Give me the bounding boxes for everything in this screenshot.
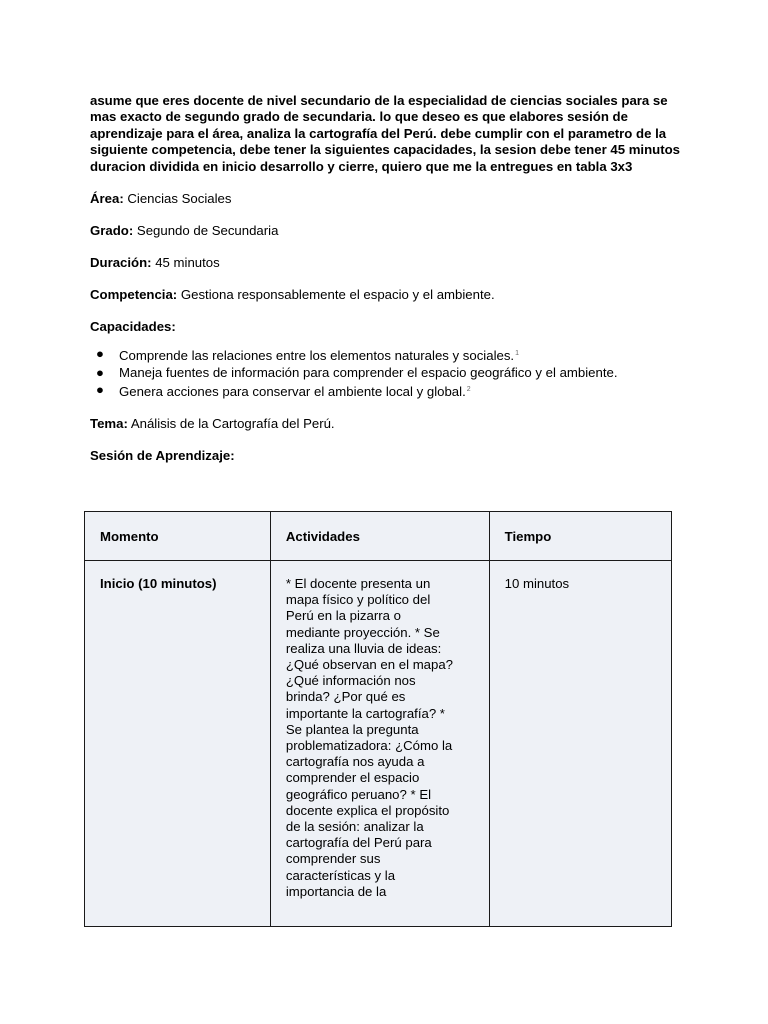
capacidad-text: Maneja fuentes de información para comprender el espacio geográfico y el ambiente. (119, 365, 618, 381)
field-duracion-value: 45 minutos (155, 255, 220, 271)
field-area-value: Ciencias Sociales (127, 191, 232, 207)
capacidad-text: Comprende las relaciones entre los elementos naturales y sociales. (119, 348, 515, 364)
session-table (84, 511, 672, 927)
field-competencia-value: Gestiona responsablemente el espacio y el ambiente. (180, 287, 495, 303)
capacidad-text: Genera acciones para conservar el ambiente local y global. (119, 384, 466, 400)
field-grado-label: Grado: (90, 223, 134, 239)
field-grado-value: Segundo de Secundaria (136, 223, 279, 239)
bullet-icon: ● (96, 346, 104, 362)
bullet-icon: ● (96, 382, 104, 398)
actividades-text: * El docente presenta un mapa físico y político del Perú en la pizarra o mediante proyección. * Se realiza una lluvia de ideas: ¿Qué observan en el mapa? ¿Qué información nos brinda? ¿Por qué es importante la cartografía? * Se plantea la pregunta problematizadora: ¿Cómo la cartografía nos ayuda a comprender el espacio geográfico peruano? * El docente explica el propósito de la sesión: analizar la cartografía del Perú para comprender sus características y la importancia de la (285, 576, 454, 899)
header-tiempo: Tiempo (489, 512, 671, 561)
field-competencia-label: Competencia: (90, 287, 178, 303)
field-tema (90, 416, 682, 432)
table-row (85, 561, 672, 927)
field-tema-label: Tema: (90, 416, 128, 432)
bullet-icon: ● (96, 365, 104, 381)
capacidades-list (90, 345, 682, 400)
field-sesion-label: Sesión de Aprendizaje: (90, 448, 235, 464)
field-area-label: Área: (90, 191, 124, 207)
field-competencia (90, 287, 682, 303)
field-grado (90, 223, 682, 239)
field-capacidades-label: Capacidades: (90, 319, 176, 335)
table-header-row (85, 512, 672, 561)
header-actividades: Actividades (270, 512, 489, 561)
field-sesion (90, 448, 682, 464)
cell-momento: Inicio (10 minutos) (85, 561, 271, 927)
prompt-text: asume que eres docente de nivel secundario de la especialidad de ciencias sociales para se mas exacto de segundo grado de secundaria. lo que deseo es que elabores sesión de aprendizaje para el área, analiza la cartografía del Perú. debe cumplir con el parametro de la siguiente competencia, debe tener la siguientes capacidades, la sesion debe tener 45 minutos duracion dividida en inicio desarrollo y cierre, quiero que me la entregues en tabla 3x3 (90, 93, 680, 174)
footnote-ref[interactable]: 1 (515, 350, 520, 358)
footnote-ref[interactable]: 2 (466, 386, 471, 394)
header-momento: Momento (85, 512, 271, 561)
field-duracion-label: Duración: (90, 255, 152, 271)
field-tema-value: Análisis de la Cartografía del Perú. (130, 416, 335, 432)
field-area (90, 191, 682, 207)
cell-tiempo: 10 minutos (489, 561, 671, 927)
list-item (90, 364, 682, 381)
document-body (90, 93, 682, 480)
list-item (90, 345, 682, 364)
field-capacidades (90, 319, 682, 335)
list-item (90, 381, 682, 400)
cell-actividades (270, 561, 489, 927)
field-duracion (90, 255, 682, 271)
